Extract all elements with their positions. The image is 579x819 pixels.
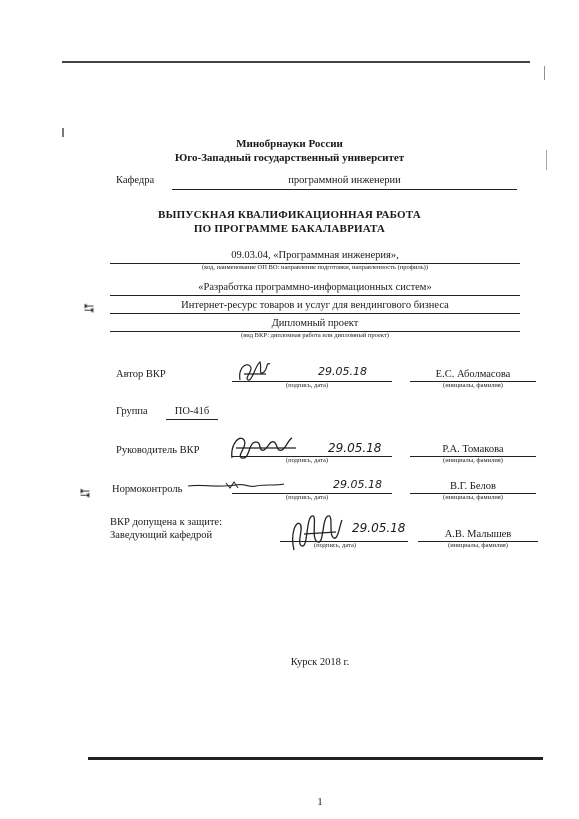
topic-underline-2 xyxy=(110,313,520,314)
admission-label: ВКР допущена к защите: xyxy=(110,517,222,528)
supervisor-name-caption: (инициалы, фамилия) xyxy=(443,457,503,464)
department-value: программной инженерии xyxy=(288,175,401,186)
direction-value: 09.03.04, «Программная инженерия», xyxy=(231,250,399,261)
topic-line2: Интернет-ресурс товаров и услуг для вендингового бизнеса xyxy=(181,300,449,311)
work-type-caption: (вид ВКР: дипломная работа или дипломный проект) xyxy=(241,332,389,339)
group-underline xyxy=(166,419,218,420)
head-signature xyxy=(284,510,346,556)
supervisor-label: Руководитель ВКР xyxy=(116,445,200,456)
topic-underline-1 xyxy=(110,295,520,296)
page-number: 1 xyxy=(317,796,323,808)
scan-edge-top xyxy=(62,61,530,63)
normcontrol-signature xyxy=(186,478,286,492)
group-value: ПО-41б xyxy=(174,406,210,417)
scan-mark-right xyxy=(544,66,545,80)
work-title-line2: ПО ПРОГРАММЕ БАКАЛАВРИАТА xyxy=(193,223,386,235)
author-label: Автор ВКР xyxy=(116,369,166,380)
department-label: Кафедра xyxy=(116,175,155,186)
supervisor-signature-caption: (подпись, дата) xyxy=(285,457,329,464)
head-of-department-label: Заведующий кафедрой xyxy=(110,530,213,541)
department-underline xyxy=(172,189,517,190)
work-type-value: Дипломный проект xyxy=(271,318,359,329)
margin-arrow-mark-1: ↹ xyxy=(84,301,95,315)
topic-line1: «Разработка программно-информационных систем» xyxy=(198,282,432,293)
supervisor-name: Р.А. Томакова xyxy=(442,444,504,455)
author-name-caption: (инициалы, фамилия) xyxy=(443,382,503,389)
normcontrol-date: 29.05.18 xyxy=(333,478,382,491)
head-name: А.В. Малышев xyxy=(444,529,512,540)
normcontrol-name-caption: (инициалы, фамилия) xyxy=(443,494,503,501)
university-heading: Юго-Западный государственный университет xyxy=(174,152,405,164)
head-signature-caption: (подпись, дата) xyxy=(313,542,357,549)
direction-caption: (код, наименование ОП ВО: направление подготовки, направленность (профиль)) xyxy=(202,264,428,271)
scan-edge-bottom xyxy=(88,757,543,760)
city-year: Курск 2018 г. xyxy=(290,657,350,668)
author-signature-caption: (подпись, дата) xyxy=(285,382,329,389)
normcontrol-name: В.Г. Белов xyxy=(450,481,496,492)
head-date: 29.05.18 xyxy=(352,521,406,535)
work-title-line1: ВЫПУСКНАЯ КВАЛИФИКАЦИОННАЯ РАБОТА xyxy=(158,209,421,221)
supervisor-date: 29.05.18 xyxy=(328,441,382,455)
margin-arrow-mark-2: ↹ xyxy=(80,486,91,500)
scan-mark-left xyxy=(62,128,64,137)
author-name: Е.С. Аболмасова xyxy=(435,369,511,380)
head-name-caption: (инициалы, фамилия) xyxy=(448,542,508,549)
group-label: Группа xyxy=(116,406,148,417)
normcontrol-signature-caption: (подпись, дата) xyxy=(285,494,329,501)
ministry-heading: Минобрнауки России xyxy=(236,138,343,150)
author-date: 29.05.18 xyxy=(318,365,367,378)
normcontrol-label: Нормоконтроль xyxy=(112,484,183,495)
